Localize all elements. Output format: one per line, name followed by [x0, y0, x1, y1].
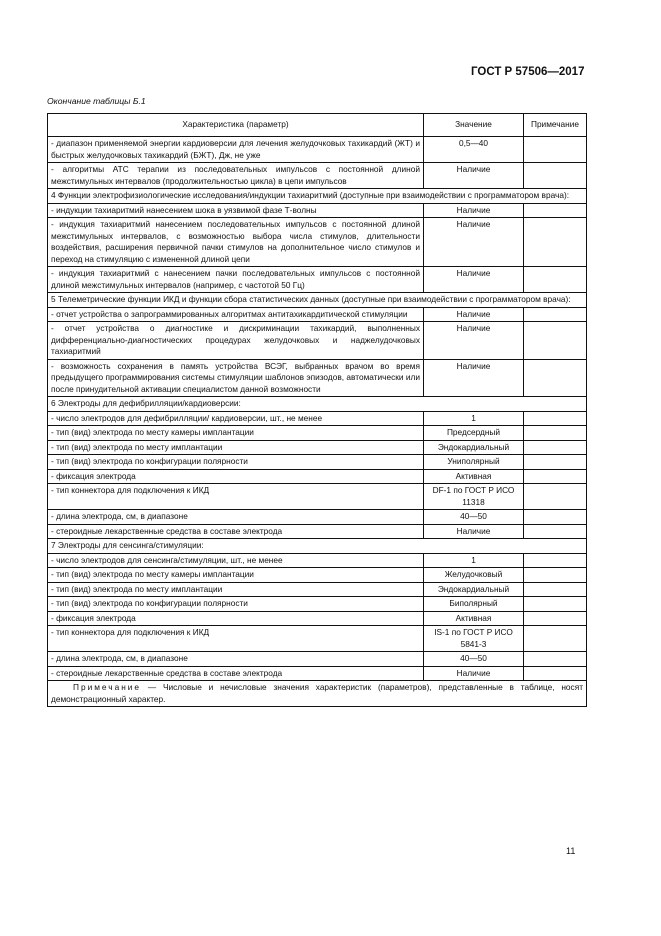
note-cell	[524, 440, 587, 455]
section-row	[48, 539, 587, 554]
section-row	[48, 293, 587, 308]
table-row	[48, 553, 587, 568]
table-row	[48, 137, 587, 163]
value-cell: Наличие	[424, 359, 524, 397]
table-row	[48, 267, 587, 293]
note-cell	[524, 307, 587, 322]
parameter-cell: - тип (вид) электрода по месту камеры имплантации	[48, 568, 424, 583]
parameter-cell: - индукции тахиаритмий нанесением шока в уязвимой фазе Т-волны	[48, 203, 424, 218]
parameter-cell: - диапазон применяемой энергии кардиоверсии для лечения желудочковых тахикардий (ЖТ) и быстрых желудочковых тахикардий (БЖТ), Дж, не уже	[48, 137, 424, 163]
parameter-cell: - тип коннектора для подключения к ИКД	[48, 484, 424, 510]
value-cell: DF-1 по ГОСТ Р ИСО 11318	[424, 484, 524, 510]
value-cell: Желудочковый	[424, 568, 524, 583]
parameter-cell: - отчет устройства о диагностике и дискриминации тахикардий, выполненных дифференциально-диагностических процедурах желудочковых и наджелудочковых тахиаритмий	[48, 322, 424, 360]
value-cell: 1	[424, 411, 524, 426]
parameter-cell: - длина электрода, см, в диапазоне	[48, 652, 424, 667]
parameter-cell: - алгоритмы АТС терапии из последовательных импульсов с постоянной длиной межстимульных интервалов (продолжительностью цикла) в цепи импульсов	[48, 163, 424, 189]
note-cell	[524, 484, 587, 510]
table-row	[48, 307, 587, 322]
note-cell	[524, 359, 587, 397]
table-row	[48, 163, 587, 189]
parameter-cell: - число электродов для дефибрилляции/ кардиоверсии, шт., не менее	[48, 411, 424, 426]
table-header-row	[48, 114, 587, 137]
parameter-cell: - фиксация электрода	[48, 469, 424, 484]
parameter-cell: - возможность сохранения в память устройства ВСЭГ, выбранных врачом во время предыдущего программирования системы стимуляции шаблонов эпизодов, автоматически или после принудительной активации специалистом данной возможности	[48, 359, 424, 397]
parameter-cell: - тип (вид) электрода по месту имплантации	[48, 440, 424, 455]
note-cell	[524, 666, 587, 681]
parameter-cell: - индукция тахиаритмий с нанесением пачки последовательных импульсов с постоянной длиной межстимульных интервалов (например, с частотой 50 Гц)	[48, 267, 424, 293]
value-cell: Активная	[424, 469, 524, 484]
table-row	[48, 203, 587, 218]
table-row	[48, 568, 587, 583]
note-cell	[524, 611, 587, 626]
note-cell	[524, 218, 587, 267]
note-cell	[524, 411, 587, 426]
parameter-cell: - тип (вид) электрода по конфигурации полярности	[48, 455, 424, 470]
value-cell: 40—50	[424, 652, 524, 667]
table-row	[48, 411, 587, 426]
table-caption: Окончание таблицы Б.1	[47, 96, 146, 106]
value-cell: 1	[424, 553, 524, 568]
note-cell	[524, 322, 587, 360]
table-row	[48, 652, 587, 667]
table-row	[48, 597, 587, 612]
header-note: Примечание	[524, 114, 587, 137]
header-characteristic: Характеристика (параметр)	[48, 114, 424, 137]
parameter-cell: - стероидные лекарственные средства в составе электрода	[48, 666, 424, 681]
table-row	[48, 455, 587, 470]
table-row	[48, 469, 587, 484]
table-row	[48, 510, 587, 525]
value-cell: Наличие	[424, 524, 524, 539]
table-note-row	[48, 681, 587, 707]
value-cell: Наличие	[424, 203, 524, 218]
section-title: 7 Электроды для сенсинга/стимуляции:	[48, 539, 587, 554]
section-row	[48, 189, 587, 204]
value-cell: Наличие	[424, 307, 524, 322]
note-cell	[524, 469, 587, 484]
parameter-cell: - длина электрода, см, в диапазоне	[48, 510, 424, 525]
header-value: Значение	[424, 114, 524, 137]
value-cell: Униполярный	[424, 455, 524, 470]
note-cell	[524, 137, 587, 163]
value-cell: Наличие	[424, 666, 524, 681]
note-cell	[524, 568, 587, 583]
note-label: Примечание	[73, 682, 142, 692]
value-cell: Биполярный	[424, 597, 524, 612]
note-cell	[524, 597, 587, 612]
value-cell: Наличие	[424, 163, 524, 189]
parameter-cell: - стероидные лекарственные средства в составе электрода	[48, 524, 424, 539]
parameter-cell: - фиксация электрода	[48, 611, 424, 626]
value-cell: 0,5—40	[424, 137, 524, 163]
section-row	[48, 397, 587, 412]
value-cell: Наличие	[424, 218, 524, 267]
parameter-cell: - тип коннектора для подключения к ИКД	[48, 626, 424, 652]
table-row	[48, 524, 587, 539]
table-row	[48, 666, 587, 681]
note-cell	[524, 510, 587, 525]
section-title: 4 Функции электрофизиологические исследования/индукции тахиаритмий (доступные при взаимодействии с программатором врача):	[48, 189, 587, 204]
section-title: 5 Телеметрические функции ИКД и функции сбора статистических данных (доступные при взаимодействии с программатором врача):	[48, 293, 587, 308]
value-cell: Эндокардиальный	[424, 582, 524, 597]
note-cell	[524, 582, 587, 597]
note-text: — Числовые и нечисловые значения характеристик (параметров), представленные в таблице, носят демонстрационный характер.	[51, 682, 583, 704]
note-cell	[524, 163, 587, 189]
table-body	[48, 137, 587, 681]
table-row	[48, 484, 587, 510]
parameter-cell: - индукция тахиаритмий нанесением последовательных импульсов с постоянной длиной межстимульных интервалов, с возможностью выбора числа стимулов, длительности воздействия, расширения первичной пачки стимулов на дополнительное число стимулов и переход на стимуляцию с измененной длиной цепи	[48, 218, 424, 267]
value-cell: Эндокардиальный	[424, 440, 524, 455]
table-row	[48, 322, 587, 360]
table-row	[48, 426, 587, 441]
value-cell: Предсердный	[424, 426, 524, 441]
note-cell	[524, 626, 587, 652]
note-cell	[524, 524, 587, 539]
parameter-cell: - число электродов для сенсинга/стимуляции, шт., не менее	[48, 553, 424, 568]
note-cell	[524, 652, 587, 667]
table-row	[48, 359, 587, 397]
note-cell	[524, 267, 587, 293]
parameter-cell: - тип (вид) электрода по месту камеры имплантации	[48, 426, 424, 441]
table-row	[48, 611, 587, 626]
characteristics-table	[47, 113, 587, 707]
table-row	[48, 582, 587, 597]
table-row	[48, 218, 587, 267]
note-cell	[524, 553, 587, 568]
table-note	[48, 681, 587, 707]
note-cell	[524, 455, 587, 470]
parameter-cell: - тип (вид) электрода по конфигурации полярности	[48, 597, 424, 612]
value-cell: Наличие	[424, 267, 524, 293]
section-title: 6 Электроды для дефибрилляции/кардиоверсии:	[48, 397, 587, 412]
value-cell: 40—50	[424, 510, 524, 525]
table-row	[48, 626, 587, 652]
note-cell	[524, 203, 587, 218]
parameter-cell: - отчет устройства о запрограммированных алгоритмах антитахикардитической стимуляции	[48, 307, 424, 322]
note-cell	[524, 426, 587, 441]
document-id: ГОСТ Р 57506—2017	[471, 66, 585, 78]
value-cell: IS-1 по ГОСТ Р ИСО 5841-3	[424, 626, 524, 652]
table-row	[48, 440, 587, 455]
value-cell: Наличие	[424, 322, 524, 360]
value-cell: Активная	[424, 611, 524, 626]
page-number: 11	[566, 846, 576, 856]
parameter-cell: - тип (вид) электрода по месту имплантации	[48, 582, 424, 597]
